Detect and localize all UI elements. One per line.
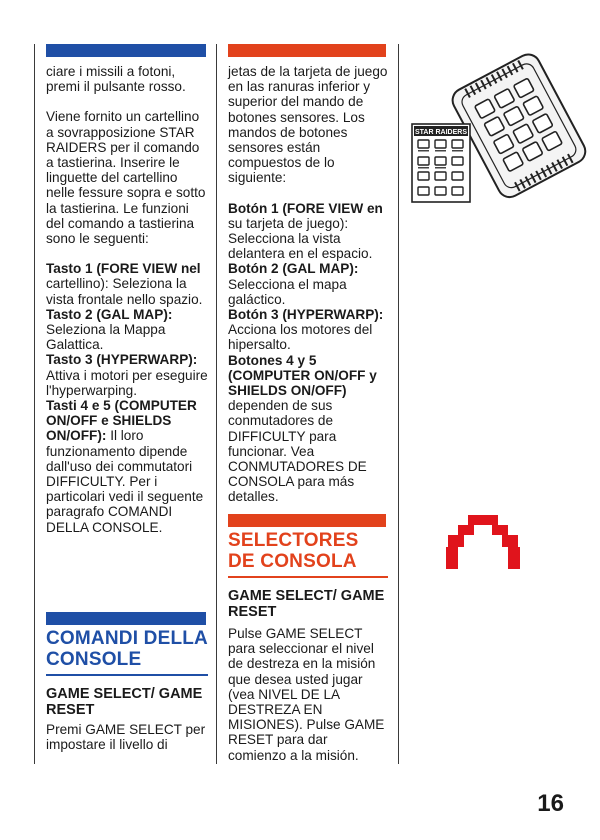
keypad-illustration: [408, 44, 588, 204]
column-italian: [46, 64, 208, 535]
col1-key-3-text: Attiva i motori per eseguire l'hyperwarping.: [46, 367, 208, 398]
col1-key-1-text: cartellino): Seleziona la vista frontale nello spazio.: [46, 276, 203, 307]
section-bar-orange: [228, 514, 386, 527]
page-number: 16: [537, 790, 564, 817]
col2-key-1: [228, 201, 388, 262]
col2-key-3: [228, 307, 388, 353]
overlay-card-title: STAR RAIDERS: [415, 129, 467, 136]
col1-section: [46, 628, 208, 752]
top-bar-orange: [228, 44, 386, 57]
section-rule-blue: [46, 674, 208, 676]
col1-intro: ciare i missili a fotoni, premi il pulsante rosso.: [46, 64, 186, 95]
col1-key-4-text: Il loro funzionamento dipende dall'uso dei commutatori DIFFICULTY. Per i particolari vedi il seguente paragrafo COMANDI DELLA CONSOLE.: [46, 428, 204, 535]
col2-key-2: [228, 261, 388, 307]
col1-key-4-label: Tasti 4 e 5 (COMPUTER ON/OFF e SHIELDS ON/OFF):: [46, 398, 197, 444]
col1-key-2: [46, 307, 208, 353]
col2-key-4-label: Botones 4 y 5 (COMPUTER ON/OFF y SHIELDS ON/OFF): [228, 352, 377, 399]
col2-intro: jetas de la tarjeta de juego en las ranuras inferior y superior del mando de botones sensores. Los mandos de botones sensores están compuestos de lo siguiente:: [228, 64, 388, 186]
column-spanish: [228, 64, 388, 505]
col1-key-4: [46, 398, 208, 535]
col1-sub-text: Premi GAME SELECT per impostare il livello di: [46, 722, 206, 753]
col2-key-1-label: Botón 1 (FORE VIEW en: [228, 200, 383, 216]
col1-overlay-text: Viene fornito un cartellino a sovrapposizione STAR RAIDERS per il comando a tastierina. Inserire le linguette del cartellino nelle fessure sopra e sotto la tastierina. Le funzioni del comando a tastierina sono le seguenti:: [46, 109, 206, 247]
subheading-game-select-it: GAME SELECT/ GAME RESET: [46, 686, 203, 718]
subheading-game-select-es: GAME SELECT/ GAME RESET: [228, 588, 385, 620]
section-rule-orange: [228, 576, 388, 578]
col1-key-3: [46, 352, 208, 398]
col2-key-4-text: dependen de sus conmutadores de DIFFICULTY para funcionar. Vea CONMUTADORES DE CONSOLA para más detalles.: [228, 398, 367, 505]
col2-sub-text: Pulse GAME SELECT para seleccionar el nivel de destreza en la misión que desea usted jugar (vea NIVEL DE LA DESTREZA EN MISIONES). Pulse GAME RESET para dar comienzo a la misión.: [228, 626, 385, 763]
top-bar-blue: [46, 44, 206, 57]
col2-key-2-label: Botón 2 (GAL MAP):: [228, 261, 359, 277]
column-rule-3: [398, 44, 399, 764]
col1-key-1-label: Tasto 1 (FORE VIEW nel: [46, 261, 201, 277]
column-rule-1: [34, 44, 35, 764]
section-bar-blue: [46, 612, 206, 625]
col1-key-3-label: Tasto 3 (HYPERWARP):: [46, 352, 198, 368]
col1-key-2-label: Tasto 2 (GAL MAP):: [46, 306, 173, 322]
column-rule-2: [216, 44, 217, 764]
section-heading-selectores: SELECTORES DE CONSOLA: [228, 530, 359, 572]
section-heading-comandi: COMANDI DELLA CONSOLE: [46, 628, 208, 670]
col1-key-2-text: Seleziona la Mappa Galattica.: [46, 322, 166, 353]
overlay-card: [412, 124, 470, 202]
col2-section: [228, 530, 388, 763]
col2-key-1-text: su tarjeta de juego): Selecciona la vista delantera en el espacio.: [228, 215, 373, 262]
col2-key-3-label: Botón 3 (HYPERWARP):: [228, 307, 384, 323]
col2-key-3-text: Acciona los motores del hipersalto.: [228, 322, 373, 353]
col1-key-1: [46, 261, 208, 307]
col2-key-2-text: Selecciona el mapa galáctico.: [228, 276, 347, 307]
col2-key-4: [228, 353, 388, 505]
red-pixel-icon: [446, 515, 520, 571]
